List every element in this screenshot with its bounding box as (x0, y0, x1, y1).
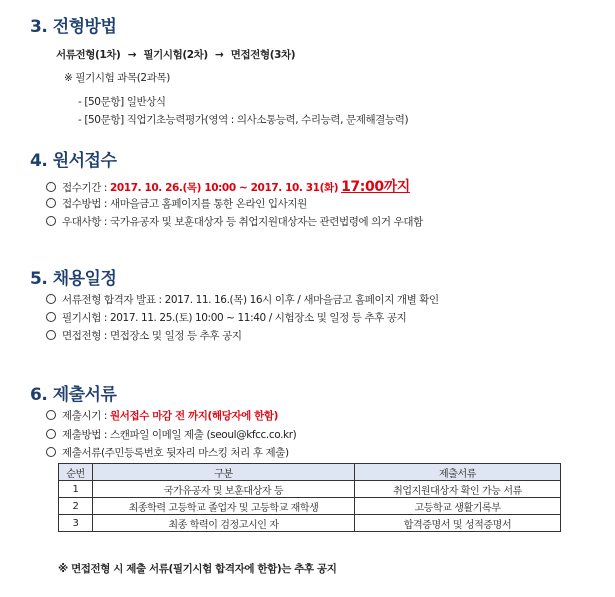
cell-documents: 합격증명서 및 성적증명서 (355, 515, 561, 532)
table-row (59, 481, 561, 498)
cell-no: 2 (59, 498, 93, 515)
bullet-circle-icon (46, 330, 56, 340)
submission-method-text: 제출방법 : 스캔파일 이메일 제출 (seoul@kfcc.co.kr) (62, 429, 297, 441)
bullet-circle-icon (46, 410, 56, 420)
bullet-circle-icon (46, 198, 56, 208)
table-header-row (59, 464, 561, 481)
step-document: 서류전형(1차) (56, 49, 121, 61)
method-text: 접수방법 : 새마을금고 홈페이지를 통한 온라인 입사지원 (62, 198, 307, 210)
selection-steps (56, 47, 295, 62)
step-interview: 면접전형(3차) (230, 49, 296, 61)
submission-docs-text: 제출서류(주민등록번호 뒷자리 마스킹 처리 후 제출) (62, 447, 289, 459)
section-4-title: 4. 원서접수 (30, 151, 117, 171)
schedule-item-3 (46, 328, 242, 343)
submission-method (46, 427, 296, 442)
table-row (59, 515, 561, 532)
footnote: ※ 면접전형 시 제출 서류(필기시험 합격자에 한함)는 추후 공지 (58, 563, 337, 575)
section-6-title: 6. 제출서류 (30, 385, 117, 405)
cell-category: 최종학력 고등학교 졸업자 및 고등학교 재학생 (93, 498, 355, 515)
documents-table (58, 463, 561, 532)
cell-category: 국가유공자 및 보훈대상자 등 (93, 481, 355, 498)
period-value: 2017. 10. 26.(목) 10:00 ~ 2017. 10. 31(화) (110, 182, 339, 194)
schedule-text: 필기시험 : 2017. 11. 25.(토) 10:00 ~ 11:40 / 시험장소 및 일정 등 추후 공지 (62, 312, 407, 324)
bullet-circle-icon (46, 447, 56, 457)
bullet-circle-icon (46, 429, 56, 439)
cell-documents: 고등학교 생활기록부 (355, 498, 561, 515)
bullet-circle-icon (46, 294, 56, 304)
bullet-circle-icon (46, 182, 56, 192)
cell-documents: 취업지원대상자 확인 가능 서류 (355, 481, 561, 498)
cell-no: 3 (59, 515, 93, 532)
section-5-title: 5. 채용일정 (30, 269, 117, 289)
submission-time (46, 408, 278, 423)
written-test-note: ※ 필기시험 과목(2과목) (64, 72, 170, 84)
bullet-circle-icon (46, 312, 56, 322)
schedule-text: 면접전형 : 면접장소 및 일정 등 추후 공지 (62, 330, 242, 342)
period-deadline: 17:00까지 (341, 179, 410, 195)
written-subject-2: - [50문항] 직업기초능력평가(영역 : 의사소통능력, 수리능력, 문제해결능력) (78, 114, 409, 126)
submission-docs (46, 445, 289, 460)
cell-category: 최종 학력이 검정고시인 자 (93, 515, 355, 532)
submission-time-label: 제출시기 : (62, 410, 110, 422)
bullet-circle-icon (46, 216, 56, 226)
preference-text: 우대사항 : 국가유공자 및 보훈대상자 등 취업지원대상자는 관련법령에 의거 우대함 (62, 216, 423, 228)
application-method (46, 196, 307, 211)
arrow-icon: → (215, 49, 224, 61)
preference-note (46, 214, 423, 229)
schedule-item-2 (46, 310, 406, 325)
header-documents: 제출서류 (355, 464, 561, 481)
period-label: 접수기간 : (62, 182, 110, 194)
header-category: 구분 (93, 464, 355, 481)
section-3-title: 3. 전형방법 (30, 17, 117, 37)
step-written-test: 필기시험(2차) (143, 49, 208, 61)
schedule-text: 서류전형 합격자 발표 : 2017. 11. 16.(목) 16시 이후 / 새마을금고 홈페이지 개별 확인 (62, 294, 439, 306)
arrow-icon: → (127, 49, 137, 61)
cell-no: 1 (59, 481, 93, 498)
application-period (46, 176, 410, 196)
written-subject-1: - [50문항] 일반상식 (78, 96, 166, 108)
schedule-item-1 (46, 292, 439, 307)
submission-time-value: 원서접수 마감 전 까지(해당자에 한함) (110, 410, 278, 422)
header-no: 순번 (59, 464, 93, 481)
table-row (59, 498, 561, 515)
